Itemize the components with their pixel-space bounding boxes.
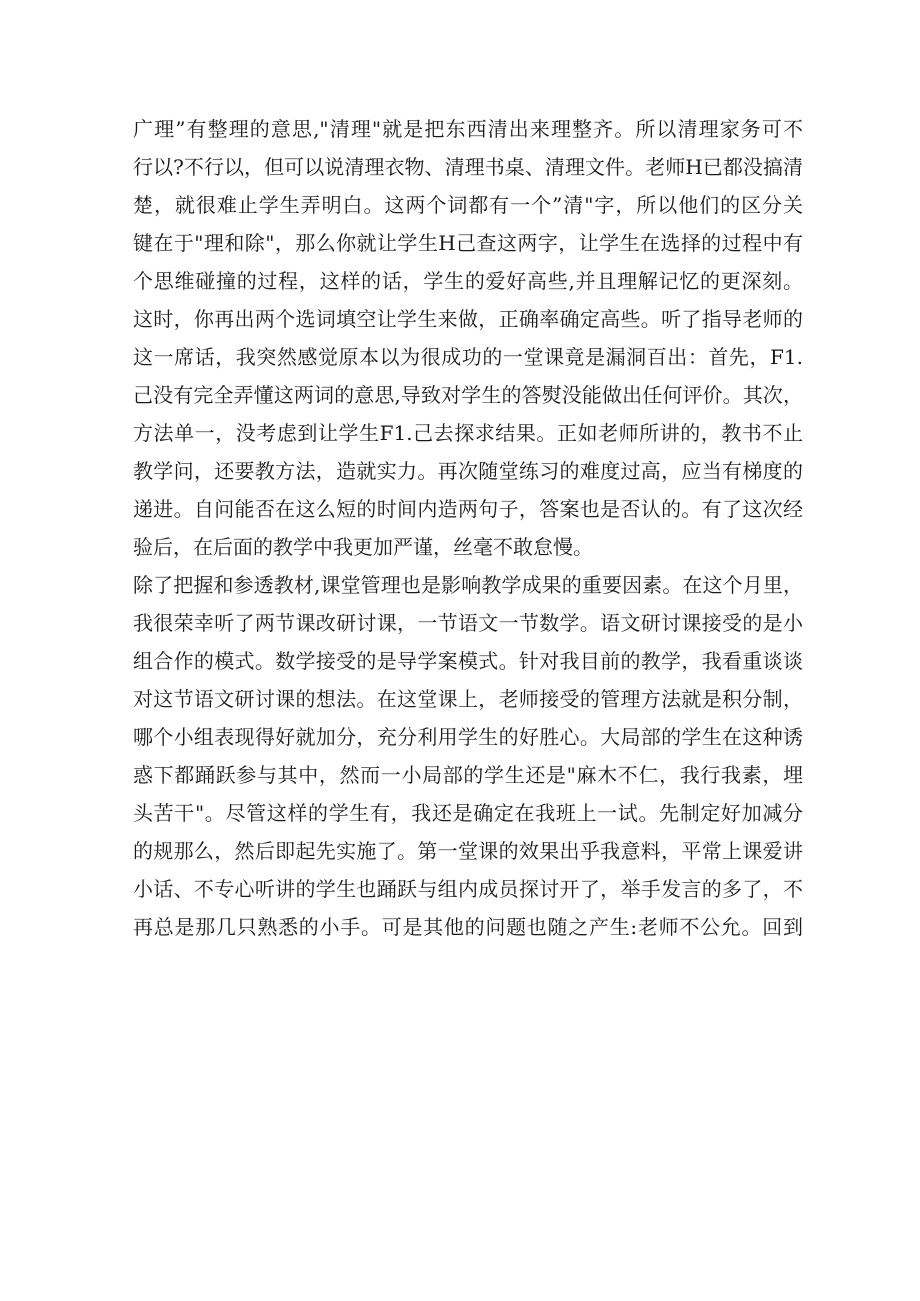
text-line: 这时，你再出两个选词填空让学生来做，正确率确定高些。听了指导老师的 [133, 307, 803, 331]
text-line: 再总是那几只熟悉的小手。可是其他的问题也随之产生:老师不公允。回到 [133, 915, 803, 939]
text-line: 递进。自问能否在这么短的时间内造两句子，答案也是否认的。有了这次经 [133, 497, 803, 521]
text-line: 哪个小组表现得好就加分，充分利用学生的好胜心。大局部的学生在这种诱 [133, 725, 803, 749]
text-line: 己没有完全弄懂这两词的意思,导致对学生的答熨没能做出任何评价。其次， [133, 383, 803, 407]
body-text [133, 110, 803, 946]
text-line: 广理”有整理的意思,"清理"就是把东西清出来理整齐。所以清理家务可不 [133, 117, 803, 141]
text-line: 方法单一，没考虑到让学生F1.己去探求结果。正如老师所讲的，教书不止 [133, 421, 803, 445]
text-line: 除了把握和参透教材,课堂管理也是影响教学成果的重要因素。在这个月里， [133, 573, 803, 597]
text-line: 楚，就很难止学生弄明白。这两个词都有一个”清"字，所以他们的区分关 [133, 193, 803, 217]
text-line: 我很荣幸听了两节课改研讨课，一节语文一节数学。语文研讨课接受的是小 [133, 611, 803, 635]
text-line: 教学问，还要教方法，造就实力。再次随堂练习的难度过高，应当有梯度的 [133, 459, 803, 483]
text-line: 的规那么，然后即起先实施了。第一堂课的效果出乎我意料，平常上课爱讲 [133, 839, 803, 863]
text-line: 小话、不专心听讲的学生也踊跃与组内成员探讨开了，举手发言的多了，不 [133, 877, 803, 901]
text-line: 键在于"理和除"，那么你就让学生H己查这两字，让学生在选择的过程中有 [133, 231, 803, 255]
text-line: 这一席话，我突然感觉原本以为很成功的一堂课竟是漏洞百出：首先，F1. [133, 345, 803, 369]
text-line: 惑下都踊跃参与其中，然而一小局部的学生还是"麻木不仁，我行我素，埋 [133, 763, 803, 787]
text-line: 对这节语文研讨课的想法。在这堂课上，老师接受的管理方法就是积分制， [133, 687, 803, 711]
text-line: 个思维碰撞的过程，这样的话，学生的爱好高些,并且理解记忆的更深刻。 [133, 269, 803, 293]
text-line: 头苦干"。尽管这样的学生有，我还是确定在我班上一试。先制定好加减分 [133, 801, 803, 825]
text-line: 验后，在后面的教学中我更加严谨，丝毫不敢怠慢。 [133, 535, 593, 559]
text-line: 组合作的模式。数学接受的是导学案模式。针对我目前的教学，我看重谈谈 [133, 649, 803, 673]
text-line: 行以?不行以，但可以说清理衣物、清理书桌、清理文件。老师H已都没搞清 [133, 155, 803, 179]
